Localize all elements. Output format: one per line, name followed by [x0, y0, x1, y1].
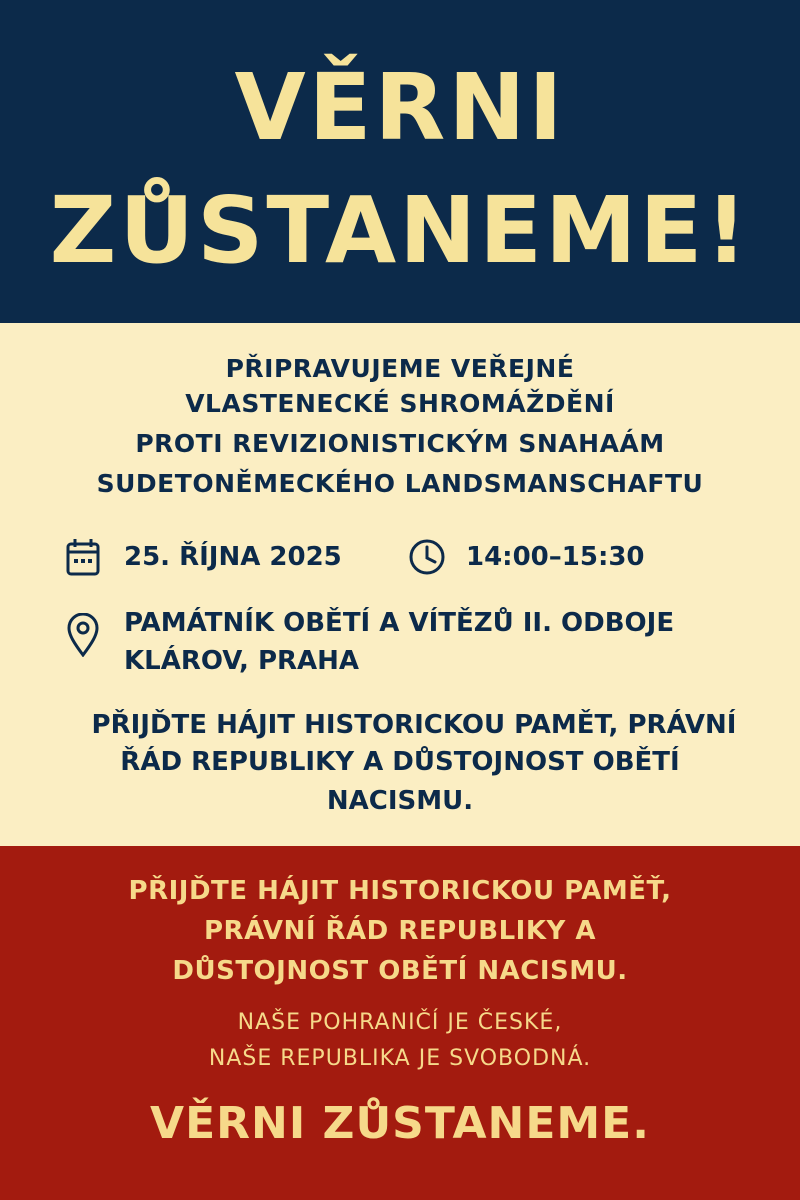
event-date: 25. ŘÍJNA 2025	[124, 542, 342, 572]
header-band	[0, 0, 800, 323]
map-pin-icon	[66, 613, 100, 657]
intro-line-3: PROTI REVIZIONISTICKÝM SNAHAÁM	[135, 429, 665, 458]
closing-slogan: VĚRNI ZŮSTANEME.	[150, 1098, 650, 1149]
appeal-line-2: ŘÁD REPUBLIKY A DŮSTOJNOST OBĚTÍ	[120, 747, 680, 777]
details-band	[0, 323, 800, 846]
footer-band	[0, 846, 800, 1200]
slogan-line-1: NAŠE POHRANIČÍ JE ČESKÉ,	[237, 1010, 563, 1035]
slogan-line-2: NAŠE REPUBLIKA JE SVOBODNÁ.	[208, 1046, 592, 1071]
appeal-line-3: NACISMU.	[326, 786, 474, 816]
event-time: 14:00–15:30	[466, 542, 645, 572]
headline-line-1: VĚRNI	[234, 54, 566, 161]
clock-icon	[408, 538, 446, 576]
appeal-line-1: PŘIJĎTE HÁJIT HISTORICKOU PAMĚT, PRÁVNÍ	[91, 710, 737, 740]
intro-line-4: SUDETONĚMECKÉHO LANDSMANSCHAFTU	[96, 469, 704, 498]
calendar-icon	[66, 538, 100, 576]
footer-appeal-line-2: PRÁVNÍ ŘÁD REPUBLIKY A	[204, 916, 596, 946]
headline-line-2: ZŮSTANEME!	[49, 177, 751, 284]
footer-appeal-line-1: PŘIJĎTE HÁJIT HISTORICKOU PAMĚŤ,	[128, 876, 672, 906]
intro-line-1: PŘIPRAVUJEME VEŘEJNÉ	[225, 354, 575, 383]
intro-line-2: VLASTENECKÉ SHROMÁŽDĚNÍ	[185, 389, 615, 418]
event-place-line-2: KLÁROV, PRAHA	[124, 646, 360, 676]
footer-appeal-line-3: DŮSTOJNOST OBĚTÍ NACISMU.	[172, 956, 628, 986]
event-place-line-1: PAMÁTNÍK OBĚTÍ A VÍTĚZŮ II. ODBOJE	[124, 608, 675, 638]
